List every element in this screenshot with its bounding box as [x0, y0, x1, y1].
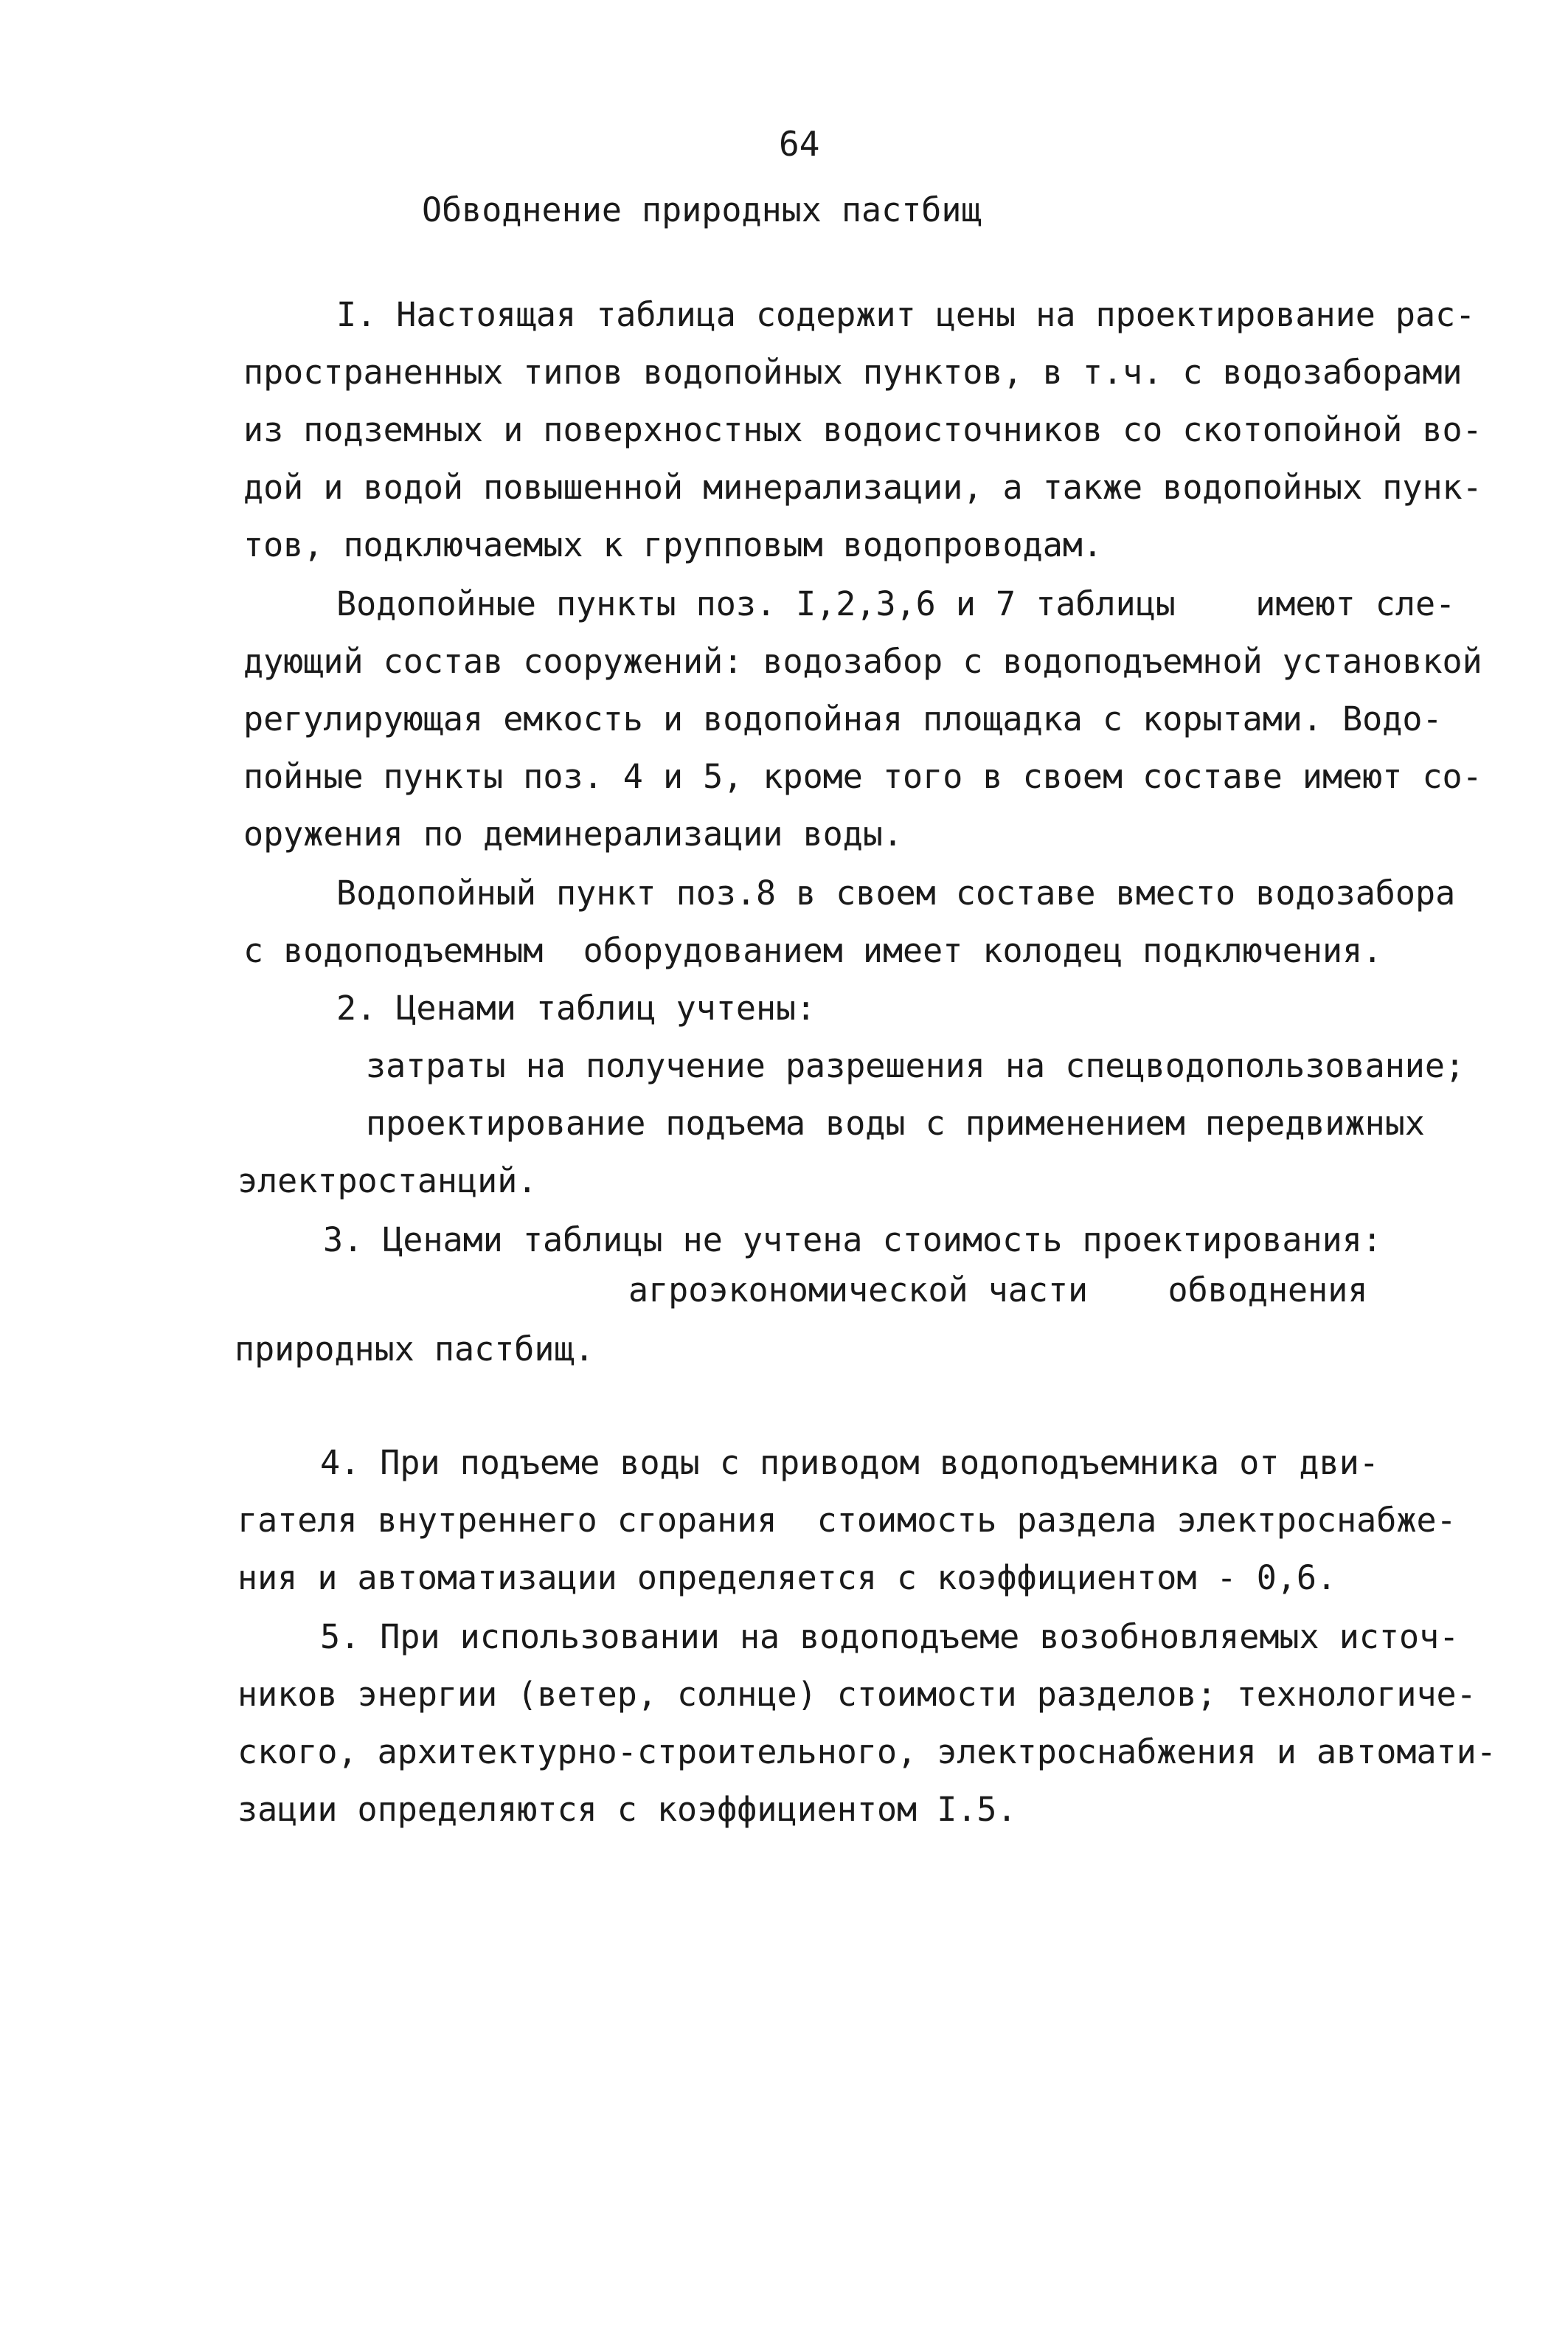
text-line: Водопойные пункты поз. I,2,3,6 и 7 таблицы имеют сле- [336, 584, 1456, 623]
text-line: 2. Ценами таблиц учтены: [336, 989, 816, 1028]
text-line: проектирование подъема воды с применением передвижных [366, 1104, 1425, 1143]
text-line: I. Настоящая таблица содержит цены на проектирование рас- [336, 295, 1476, 334]
text-line: 3. Ценами таблицы не учтена стоимость проектирования: [323, 1220, 1382, 1259]
text-line: зации определяются с коэффициентом I.5. [237, 1790, 1017, 1829]
text-line: оружения по деминерализации воды. [243, 814, 903, 854]
text-line: 4. При подъеме воды с приводом водоподъемника от дви- [320, 1443, 1379, 1482]
text-line: из подземных и поверхностных водоисточников со скотопойной во- [243, 410, 1482, 449]
text-line: Водопойный пункт поз.8 в своем составе вместо водозабора [336, 874, 1456, 913]
text-line: ников энергии (ветер, солнце) стоимости разделов; технологиче- [237, 1675, 1477, 1714]
text-line: электростанций. [237, 1161, 538, 1200]
text-line: природных пастбищ. [235, 1329, 594, 1369]
text-line: дой и водой повышенной минерализации, а также водопойных пунк- [243, 468, 1482, 507]
text-line: ния и автоматизации определяется с коэффициентом - 0,6. [237, 1558, 1337, 1597]
text-line: регулирующая емкость и водопойная площадка с корытами. Водо- [243, 699, 1443, 739]
text-line: ского, архитектурно-строительного, электроснабжения и автомати- [237, 1732, 1496, 1771]
text-line: пойные пункты поз. 4 и 5, кроме того в своем составе имеют со- [243, 757, 1482, 796]
text-line: пространенных типов водопойных пунктов, в т.ч. с водозаборами [243, 353, 1463, 392]
page-title: Обводнение природных пастбищ [422, 190, 982, 229]
text-line: агроэкономической части обводнения [628, 1270, 1368, 1310]
text-line: тов, подключаемых к групповым водопроводам. [243, 525, 1103, 564]
page-number: 64 [779, 124, 820, 164]
text-line: 5. При использовании на водоподъеме возобновляемых источ- [320, 1617, 1460, 1656]
text-line: гателя внутреннего сгорания стоимость раздела электроснабже- [237, 1501, 1457, 1540]
text-line: с водоподъемным оборудованием имеет колодец подключения. [243, 931, 1383, 970]
text-line: затраты на получение разрешения на спецводопользование; [366, 1046, 1465, 1085]
text-line: дующий состав сооружений: водозабор с водоподъемной установкой [243, 642, 1482, 681]
